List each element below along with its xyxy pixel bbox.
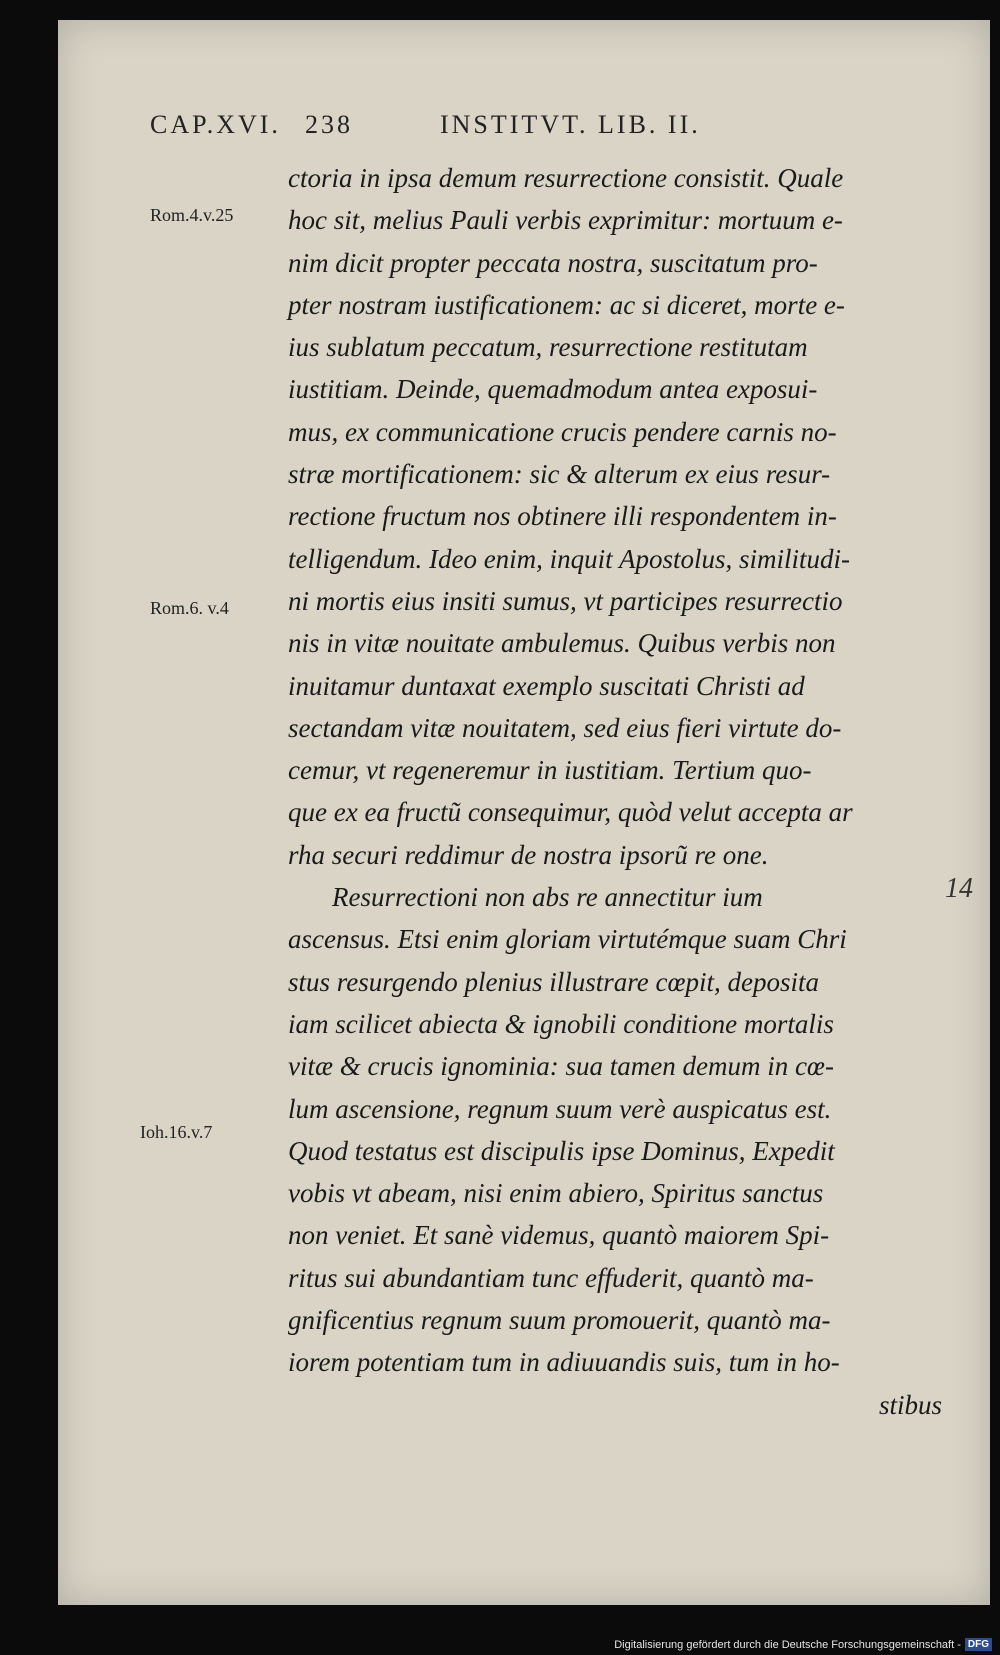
text-line: gnificentius regnum suum promouerit, quantò ma- (288, 1305, 831, 1336)
text-line: stræ mortificationem: sic & alterum ex eius resur- (288, 459, 831, 490)
body-text (288, 157, 948, 1426)
margin-note-rom-4: Rom.4.v.25 (150, 205, 234, 225)
text-line: inuitamur duntaxat exemplo suscitati Christi ad (288, 670, 805, 701)
text-line: lum ascensione, regnum suum verè auspicatus est. (288, 1093, 832, 1124)
text-line: non veniet. Et sanè videmus, quantò maiorem Spi- (288, 1220, 830, 1251)
text-line: que ex ea fructũ consequimur, quòd velut accepta ar (288, 797, 853, 828)
text-line: ni mortis eius insiti sumus, vt participes resurrectio (288, 585, 843, 616)
text-line: iam scilicet abiecta & ignobili conditione mortalis (288, 1008, 834, 1039)
text-line: iustitiam. Deinde, quemadmodum antea exposui- (288, 374, 818, 405)
text-line: ctoria in ipsa demum resurrectione consistit. Quale (288, 163, 844, 193)
text-line: ius sublatum peccatum, resurrectione restitutam (288, 332, 808, 363)
page-number: 238 (305, 110, 353, 139)
catchword: stibus (878, 1389, 942, 1420)
text-line: rectione fructum nos obtinere illi respondentem in- (288, 501, 837, 532)
text-line: Resurrectioni non abs re annectitur ium (332, 882, 763, 913)
running-head: INSTITVT. LIB. II. (440, 110, 701, 139)
text-line: hoc sit, melius Pauli verbis exprimitur: mortuum e- (288, 205, 843, 236)
margin-note-ioh-16: Ioh.16.v.7 (140, 1122, 213, 1142)
text-line: stus resurgendo plenius illustrare cœpit, deposita (288, 966, 819, 997)
chapter-label: CAP.XVI. (150, 110, 281, 139)
footer-credit (614, 1638, 992, 1651)
text-line: vobis vt abeam, nisi enim abiero, Spiritus sanctus (288, 1178, 824, 1209)
text-line: rha securi reddimur de nostra ipsorũ re one. (288, 839, 769, 870)
text-line: nim dicit propter peccata nostra, suscitatum pro- (288, 247, 818, 278)
footer-text: Digitalisierung gefördert durch die Deutsche Forschungsgemeinschaft - (614, 1638, 961, 1651)
text-line: Quod testatus est discipulis ipse Dominus, Expedit (288, 1135, 835, 1166)
text-line: telligendum. Ideo enim, inquit Apostolus, similitudi- (288, 543, 850, 574)
text-line: mus, ex communicatione crucis pendere carnis no- (288, 416, 837, 447)
text-line: vitæ & crucis ignominia: sua tamen demum in cœ- (288, 1051, 834, 1082)
text-line: nis in vitæ nouitate ambulemus. Quibus verbis non (288, 628, 836, 659)
text-line: ascensus. Etsi enim gloriam virtutémque suam Chri (288, 924, 847, 955)
margin-section-number: 14 (945, 873, 973, 904)
text-line: sectandam vitæ nouitatem, sed eius fieri virtute do- (288, 712, 842, 743)
text-line: iorem potentiam tum in adiuuandis suis, tum in ho- (288, 1347, 840, 1378)
text-line: cemur, vt regeneremur in iustitiam. Tertium quo- (288, 755, 812, 786)
margin-note-rom-6: Rom.6. v.4 (150, 598, 229, 618)
dfg-logo: DFG (965, 1638, 992, 1651)
text-line: ritus sui abundantiam tunc effuderit, quantò ma- (288, 1262, 814, 1293)
page-header (150, 110, 850, 150)
text-line: pter nostram iustificationem: ac si diceret, morte e- (288, 289, 845, 320)
